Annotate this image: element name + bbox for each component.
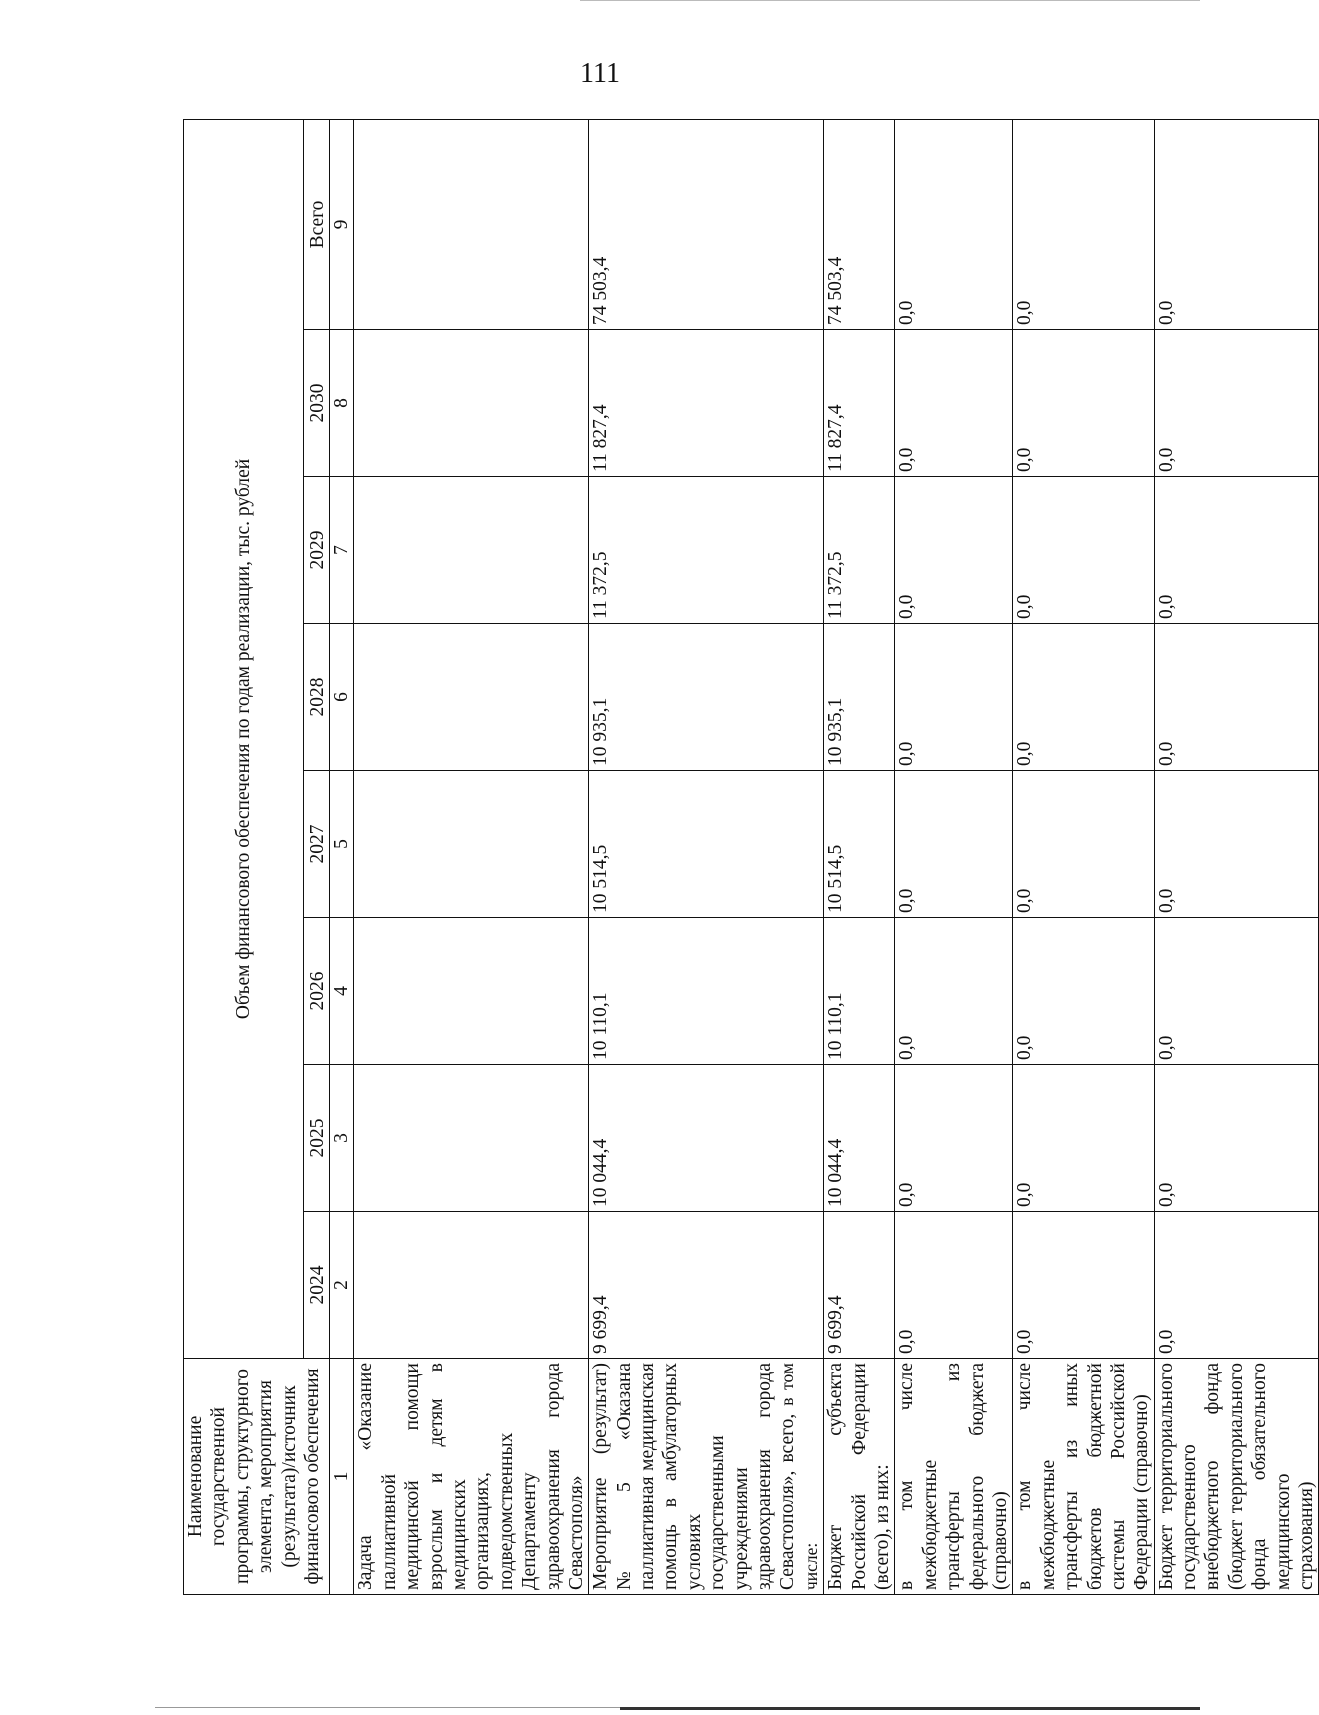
cell-value: 10 044,4 [824,1065,895,1212]
year-header-2025: 2025 [304,1065,330,1212]
cell-value: 0,0 [1154,477,1319,624]
year-header-2027: 2027 [304,771,330,918]
cell-value: 10 514,5 [589,771,824,918]
table-row-regional-budget [824,119,895,1594]
table-row-other-transfers [1013,119,1154,1594]
cell-value [354,918,589,1065]
row-label: в том числе межбюджетные трансферты из федерального бюджета (справочно) [895,1359,1013,1595]
cell-value: 10 935,1 [824,624,895,771]
cell-value: 10 110,1 [824,918,895,1065]
cell-value: 0,0 [1013,119,1154,329]
row-label-note: в том числе: [777,1362,821,1590]
cell-value: 0,0 [895,918,1013,1065]
cell-value [354,1065,589,1212]
row-label-cell [589,1359,824,1595]
scan-edge-bottom-dark [620,1707,1200,1710]
page-number: 111 [580,58,620,89]
cell-value [354,1212,589,1359]
cell-value: 0,0 [1013,918,1154,1065]
year-header-2026: 2026 [304,918,330,1065]
cell-value: 0,0 [1013,330,1154,477]
financing-table [183,119,1319,1595]
name-column-header: Наименование государственной программы, структурного элемента, мероприятия (результата)/источник финансового обеспечения [184,1359,330,1595]
row-label: в том числе межбюджетные трансферты из иных бюджетов бюджетной системы Российской Федерации (справочно) [1013,1359,1154,1595]
column-number: 7 [330,477,354,624]
cell-value: 0,0 [895,119,1013,329]
cell-value: 10 514,5 [824,771,895,918]
cell-value [354,477,589,624]
cell-value: 0,0 [895,477,1013,624]
cell-value: 0,0 [895,1212,1013,1359]
cell-value: 0,0 [895,330,1013,477]
column-number: 1 [330,1359,354,1595]
row-label: Бюджет субъекта Российской Федерации (всего), из них: [824,1359,895,1595]
rotated-table-container [183,120,1318,1595]
cell-value [354,119,589,329]
cell-value: 0,0 [1154,771,1319,918]
table-row-measure [589,119,824,1594]
cell-value [354,771,589,918]
row-label: Бюджет территориального государственного внебюджетного фонда (бюджет территориального фонда обязательного медицинского страхования) [1154,1359,1319,1595]
table-row-task [354,119,589,1594]
cell-value: 0,0 [1154,1065,1319,1212]
cell-value: 0,0 [1154,918,1319,1065]
cell-value [354,330,589,477]
cell-value: 11 827,4 [824,330,895,477]
scan-edge-top [580,0,1200,1]
row-label: Задача «Оказание паллиативной медицинской помощи взрослым и детям в медицинских организациях, подведомственных Департаменту здравоохранения города Севастополя» [354,1359,589,1595]
table-row-federal-transfers [895,119,1013,1594]
cell-value: 9 699,4 [589,1212,824,1359]
total-header: Всего [304,119,330,329]
cell-value: 0,0 [1013,624,1154,771]
cell-value: 0,0 [895,1065,1013,1212]
cell-value: 11 372,5 [824,477,895,624]
cell-value: 10 935,1 [589,624,824,771]
year-header-2028: 2028 [304,624,330,771]
column-number: 4 [330,918,354,1065]
column-number: 8 [330,330,354,477]
cell-value: 0,0 [1154,119,1319,329]
cell-value: 10 110,1 [589,918,824,1065]
column-number: 2 [330,1212,354,1359]
year-header-2024: 2024 [304,1212,330,1359]
cell-value: 0,0 [1013,1065,1154,1212]
table-row-insurance-fund [1154,119,1319,1594]
row-label: Мероприятие (результат) № 5 «Оказана паллиативная медицинская помощь в амбулаторных условиях государственными учреждениями здравоохранения города Севастополя», всего, [590,1363,799,1590]
cell-value: 74 503,4 [589,119,824,329]
cell-value [354,624,589,771]
cell-value: 0,0 [895,771,1013,918]
column-number: 3 [330,1065,354,1212]
cell-value: 0,0 [1154,624,1319,771]
cell-value: 11 372,5 [589,477,824,624]
year-header-2029: 2029 [304,477,330,624]
column-number: 6 [330,624,354,771]
cell-value: 0,0 [1013,771,1154,918]
cell-value: 10 044,4 [589,1065,824,1212]
financing-volume-header: Объем финансового обеспечения по годам реализации, тыс. рублей [184,119,304,1358]
cell-value: 0,0 [1154,1212,1319,1359]
cell-value: 0,0 [895,624,1013,771]
cell-value: 74 503,4 [824,119,895,329]
cell-value: 0,0 [1154,330,1319,477]
cell-value: 9 699,4 [824,1212,895,1359]
column-number: 5 [330,771,354,918]
cell-value: 11 827,4 [589,330,824,477]
year-header-2030: 2030 [304,330,330,477]
cell-value: 0,0 [1013,477,1154,624]
cell-value: 0,0 [1013,1212,1154,1359]
column-number-row [330,119,354,1594]
column-number: 9 [330,119,354,329]
